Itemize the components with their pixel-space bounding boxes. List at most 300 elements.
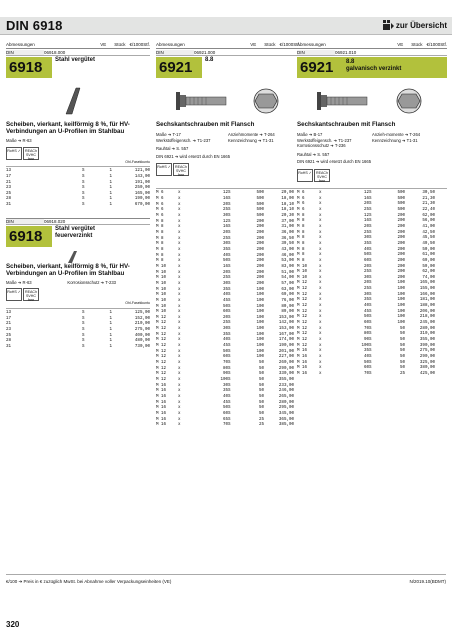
table-cell: x	[319, 270, 322, 275]
table-cell: S	[369, 275, 372, 280]
table-cell: 233,00	[278, 383, 294, 388]
table-cell: 425,00	[419, 371, 435, 376]
table-cell: 100	[256, 298, 264, 303]
table-cell: S	[228, 264, 231, 269]
table-cell: S	[228, 400, 231, 405]
table-cell: 500	[256, 197, 264, 202]
table-cell: 65	[222, 417, 228, 422]
table-cell: M 16	[297, 371, 308, 376]
table-cell: 35	[363, 298, 369, 303]
table-cell: 290,00	[419, 355, 435, 359]
table-cell: x	[319, 202, 322, 207]
din-ref-row: DIN 06918.000	[6, 50, 150, 56]
product-material: 8.8 galvanisch verzinkt	[343, 57, 447, 78]
table-cell: S	[82, 310, 85, 315]
reach-badge: REACh SVHC free	[173, 163, 189, 176]
overview-label: zur Übersicht	[395, 20, 447, 30]
table-cell: 30	[222, 383, 228, 388]
table-row	[6, 345, 150, 351]
table-cell: 20	[363, 224, 369, 229]
table-cell: 200	[256, 236, 264, 241]
table-cell: M 10	[297, 270, 308, 275]
table-cell: 13	[6, 169, 12, 174]
table-cell: 100	[361, 343, 369, 348]
table-cell: 500	[256, 191, 264, 196]
table-cell: M 12	[297, 332, 308, 337]
table-cell: 50	[258, 406, 264, 411]
table-cell: 25	[399, 371, 405, 376]
table-cell: M 12	[297, 298, 308, 303]
table-cell: 275,00	[419, 349, 435, 354]
info-links: Maße ➔ B-17 Anzieh-momente ➔ T-264 Werkstoffeigensch. ➔ T1-237 Kennzeichnung ➔ T1-31	[297, 132, 421, 143]
table-cell: M 8	[297, 230, 305, 235]
table-cell: M 8	[297, 236, 305, 241]
rohs-badge: RoHS ✓	[6, 147, 22, 160]
din-ref-row: DIN 06921.000	[156, 50, 300, 56]
table-cell: 25	[363, 270, 369, 275]
table-cell: S	[82, 322, 85, 327]
table-cell: M 10	[156, 287, 167, 292]
table-cell: M 12	[297, 326, 308, 331]
table-cell: 20,30	[281, 214, 294, 218]
table-cell: M 10	[156, 264, 167, 269]
product-title: Sechskantschrauben mit Flansch	[297, 121, 396, 128]
table-cell: 28	[6, 197, 12, 202]
middle-table	[156, 191, 300, 429]
table-cell: 30	[222, 214, 228, 218]
table-cell: x	[319, 321, 322, 326]
table-cell: 250,00	[134, 186, 150, 191]
table-cell: S	[228, 191, 231, 196]
table-cell: 80	[363, 332, 369, 337]
table-cell: x	[178, 338, 181, 343]
table-cell: M 12	[156, 366, 167, 371]
table-cell: 25	[258, 417, 264, 422]
reach-badge: REACh SVHC free	[314, 169, 330, 182]
table-cell: M 10	[156, 293, 167, 298]
table-cell: 90	[363, 338, 369, 343]
table-cell: S	[369, 213, 372, 218]
table-cell: S	[369, 321, 372, 326]
table-cell: x	[319, 292, 322, 297]
table-cell: 280,00	[419, 326, 435, 331]
table-cell: 100	[397, 292, 405, 297]
product-code-box-2	[6, 226, 150, 247]
table-cell: x	[178, 400, 181, 405]
info-link[interactable]: Korrosionsschutz ➔ T-236	[297, 143, 346, 149]
table-cell: S	[228, 236, 231, 241]
table-cell: 69,00	[422, 258, 435, 263]
table-cell: 74,00	[422, 275, 435, 280]
table-cell: 200	[256, 259, 264, 264]
table-cell: 100	[397, 321, 405, 326]
table-cell: M 12	[297, 304, 308, 309]
table-cell: 50	[399, 338, 405, 343]
table-cell: 60	[222, 355, 228, 360]
table-cell: M 12	[156, 344, 167, 349]
table-cell: 100	[397, 298, 405, 303]
table-cell: 17	[6, 174, 12, 179]
table-cell: 45,50	[422, 236, 435, 241]
table-cell: S	[228, 315, 231, 320]
table-cell: 70	[363, 371, 369, 376]
table-cell: S	[369, 224, 372, 229]
middle-column	[156, 42, 300, 429]
table-cell: 40	[363, 355, 369, 359]
table-cell: 345,00	[278, 411, 294, 416]
table-cell: 30,50	[422, 190, 435, 195]
table-cell: x	[178, 214, 181, 218]
table-cell: 200	[256, 276, 264, 281]
table-cell: x	[178, 310, 181, 315]
table-cell: x	[178, 355, 181, 360]
table-cell: S	[369, 315, 372, 320]
table-cell: 227,00	[278, 355, 294, 360]
table-cell: 50	[258, 366, 264, 371]
table-cell: 31	[6, 203, 12, 208]
table-cell: M 6	[297, 207, 305, 212]
table-cell: M 8	[156, 253, 164, 258]
table-cell: 50	[222, 304, 228, 309]
table-cell: M 6	[297, 202, 305, 207]
table-cell: 100	[397, 309, 405, 314]
table-cell: M 10	[297, 264, 308, 269]
table-cell: 200	[256, 264, 264, 269]
table-cell: S	[369, 338, 372, 343]
overview-link[interactable]	[383, 20, 447, 30]
table-cell: M 12	[297, 287, 308, 292]
rohs-badge: RoHS ✓	[297, 169, 313, 182]
table-cell: 30	[222, 242, 228, 247]
table-cell: x	[319, 326, 322, 331]
table-cell: 1	[109, 180, 112, 185]
table-cell: S	[82, 333, 85, 338]
table-cell: 30	[363, 292, 369, 297]
table-cell: 70	[222, 361, 228, 366]
table-cell: S	[228, 253, 231, 258]
left-table	[6, 169, 150, 209]
table-cell: M 8	[297, 253, 305, 258]
table-cell: M 12	[156, 332, 167, 337]
table-cell: x	[319, 264, 322, 269]
table-cell: 142,00	[278, 321, 294, 326]
table-cell: M 8	[156, 230, 164, 235]
table-cell: S	[228, 298, 231, 303]
table-cell: x	[178, 361, 181, 366]
table-cell: x	[178, 253, 181, 258]
table-cell: x	[319, 275, 322, 280]
table-cell: 480,00	[134, 339, 150, 344]
table-cell: 45	[222, 344, 228, 349]
table-cell: 355,00	[419, 338, 435, 343]
table-cell: x	[178, 276, 181, 281]
table-cell: 20	[222, 202, 228, 207]
table-cell: 166,00	[419, 292, 435, 297]
table-cell: S	[228, 219, 231, 224]
table-cell: M 8	[156, 259, 164, 264]
table-cell: 25	[258, 423, 264, 428]
table-cell: x	[178, 191, 181, 196]
table-cell: 500	[397, 202, 405, 207]
badges	[156, 163, 300, 176]
table-cell: 18,00	[281, 197, 294, 202]
info-link[interactable]: Rauhtal ➔ S. 557	[297, 151, 330, 157]
table-cell: S	[369, 281, 372, 286]
table-cell: x	[319, 309, 322, 314]
table-cell: x	[319, 247, 322, 252]
table-cell: 200	[256, 270, 264, 275]
table-cell: 1	[109, 186, 112, 191]
table-cell: 100	[256, 321, 264, 326]
table-cell: M 16	[297, 366, 308, 371]
table-cell: x	[178, 225, 181, 230]
table-cell: 53,00	[281, 259, 294, 264]
table-cell: M 16	[297, 355, 308, 359]
table-cell: S	[228, 344, 231, 349]
table-cell: M 12	[297, 281, 308, 286]
table-cell: 730,00	[134, 344, 150, 349]
table-cell: 35	[363, 349, 369, 354]
footer-divider	[6, 574, 446, 575]
table-cell: 60	[363, 321, 369, 326]
table-cell: 35	[222, 389, 228, 394]
table-cell: M 6	[156, 197, 164, 202]
table-cell: 1	[109, 339, 112, 344]
table-cell: M 12	[156, 321, 167, 326]
table-cell: x	[319, 224, 322, 229]
table-cell: 20	[222, 315, 228, 320]
column-header: Abmessungen VE Stück €/1000Stf.	[297, 42, 447, 47]
table-cell: 50	[258, 389, 264, 394]
table-cell: 200	[397, 264, 405, 269]
table-cell: x	[178, 219, 181, 224]
table-cell: M 12	[297, 292, 308, 297]
table-cell: x	[178, 349, 181, 354]
table-cell: x	[178, 287, 181, 292]
table-cell: M 8	[297, 241, 305, 246]
table-cell: S	[228, 225, 231, 230]
table-cell: S	[369, 190, 372, 195]
table-cell: 100	[397, 281, 405, 286]
table-cell: S	[369, 202, 372, 207]
table-cell: 90	[222, 372, 228, 377]
table-cell: 153,00	[278, 327, 294, 332]
product-image-2	[6, 247, 150, 263]
table-cell: 191,00	[134, 180, 150, 185]
table-cell: 60	[222, 310, 228, 315]
table-cell: 20	[363, 281, 369, 286]
table-cell: 20,00	[281, 191, 294, 196]
table-cell: 20	[222, 230, 228, 235]
table-cell: 50	[399, 360, 405, 365]
table-cell: x	[178, 304, 181, 309]
table-cell: x	[319, 287, 322, 292]
table-cell: M 12	[297, 338, 308, 343]
table-cell: S	[228, 423, 231, 428]
table-cell: 40	[363, 304, 369, 309]
table-cell: 35	[222, 287, 228, 292]
table-cell: x	[319, 196, 322, 201]
table-cell: M 16	[297, 349, 308, 354]
table-cell: x	[178, 344, 181, 349]
table-cell: S	[369, 247, 372, 252]
table-cell: S	[228, 338, 231, 343]
table-cell: x	[178, 423, 181, 428]
table-cell: M 12	[297, 343, 308, 348]
table-cell: M 8	[297, 258, 305, 263]
table-cell: 1	[109, 344, 112, 349]
table-cell: 280,00	[278, 400, 294, 405]
table-cell: M 12	[156, 338, 167, 343]
table-cell: 50	[399, 332, 405, 337]
table-cell: M 10	[156, 304, 167, 309]
flange-bolt-icon	[156, 78, 300, 121]
table-cell: 50	[399, 349, 405, 354]
table-cell: 22,40	[422, 207, 435, 212]
table-cell: S	[228, 361, 231, 366]
table-cell: S	[82, 327, 85, 332]
table-cell: 100	[256, 304, 264, 309]
table-cell: 200	[256, 281, 264, 286]
table-cell: 30	[363, 275, 369, 280]
table-cell: M 10	[297, 275, 308, 280]
table-cell: 188,00	[419, 304, 435, 309]
table-cell: 60	[363, 366, 369, 371]
replacement-note: DIN 6921 ➔ wird ersetzt durch EN 1665	[156, 153, 231, 159]
table-cell: 200	[397, 230, 405, 235]
table-cell: 35	[222, 247, 228, 252]
table-cell: 125,00	[134, 310, 150, 315]
table-cell: x	[178, 389, 181, 394]
table-cell: M 6	[156, 208, 164, 213]
column-header: Abmessungen VE Stück €/1000Stf.	[6, 42, 150, 47]
table-cell: 121,00	[134, 169, 150, 174]
table-cell: x	[319, 219, 322, 224]
table-cell: 275,00	[134, 327, 150, 332]
table-cell: 1	[109, 327, 112, 332]
table-cell: x	[178, 315, 181, 320]
table-cell: 50	[258, 395, 264, 399]
table-cell: x	[319, 281, 322, 286]
table-cell: 69,00	[281, 293, 294, 298]
table-cell: 40	[222, 338, 228, 343]
table-cell: M 12	[156, 349, 167, 354]
table-cell: S	[369, 355, 372, 359]
table-cell: x	[319, 253, 322, 258]
table-cell: 21,30	[422, 196, 435, 201]
table-cell: 25	[363, 230, 369, 235]
table-cell: S	[228, 214, 231, 218]
table-cell: S	[82, 169, 85, 174]
table-cell: M 16	[297, 360, 308, 365]
table-cell: 42,50	[422, 230, 435, 235]
badges	[6, 147, 150, 160]
table-cell: 100	[256, 355, 264, 360]
table-cell: x	[178, 293, 181, 298]
table-cell: S	[369, 241, 372, 246]
badges	[297, 169, 447, 182]
left-column	[6, 42, 150, 351]
norm-link[interactable]: Maße ➔ R-63	[6, 138, 32, 143]
product-code-2: 6918	[6, 226, 52, 247]
table-cell: x	[319, 213, 322, 218]
table-cell: S	[228, 202, 231, 207]
table-cell: 265,00	[278, 395, 294, 399]
table-cell: 100	[256, 338, 264, 343]
product-code-box	[156, 57, 300, 78]
table-cell: S	[228, 332, 231, 337]
table-cell: 200	[397, 224, 405, 229]
table-cell: S	[228, 197, 231, 202]
table-cell: 1	[109, 322, 112, 327]
table-cell: x	[178, 230, 181, 235]
table-cell: 50	[258, 372, 264, 377]
table-cell: M 8	[297, 247, 305, 252]
table-cell: 12	[363, 190, 369, 195]
table-cell: S	[228, 259, 231, 264]
product-material: Stahl vergütet	[55, 57, 96, 63]
table-cell: 200	[397, 247, 405, 252]
table-cell: 1	[109, 333, 112, 338]
table-cell: 245,00	[419, 321, 435, 326]
table-cell: x	[319, 343, 322, 348]
table-cell: 500	[256, 208, 264, 213]
table-cell: x	[319, 298, 322, 303]
table-cell: S	[82, 186, 85, 191]
table-cell: 200	[397, 236, 405, 241]
table-cell: 62,00	[422, 270, 435, 275]
table-cell: S	[369, 332, 372, 337]
page-title: DIN 6918	[6, 18, 63, 33]
table-cell: 152,00	[134, 316, 150, 321]
table-cell: x	[319, 332, 322, 337]
table-cell: 83,00	[281, 264, 294, 269]
product-code: 6921	[156, 57, 202, 78]
table-cell: x	[319, 190, 322, 195]
table-cell: 45	[363, 309, 369, 314]
table-cell: 100	[256, 344, 264, 349]
table-cell: 50	[258, 400, 264, 405]
table-cell: 500	[397, 207, 405, 212]
table-cell: 50	[399, 326, 405, 331]
table-cell: x	[319, 207, 322, 212]
table-cell: M 12	[156, 327, 167, 332]
table-cell: 390,00	[419, 343, 435, 348]
table-cell: 16	[222, 264, 228, 269]
table-cell: M 10	[156, 298, 167, 303]
table-cell: 16	[222, 225, 228, 230]
rohs-badge: RoHS ✓	[156, 163, 172, 176]
table-cell: x	[178, 236, 181, 241]
table-cell: 200	[397, 241, 405, 246]
table-cell: 40	[222, 395, 228, 399]
table-cell: M 6	[156, 202, 164, 207]
footnote-2: Ohl-Fasekkuntu	[125, 301, 150, 306]
table-cell: 100	[256, 293, 264, 298]
info-link[interactable]: Rauhtal ➔ S. 557	[156, 146, 189, 152]
table-cell: M 16	[156, 423, 167, 428]
table-cell: 50	[222, 259, 228, 264]
table-cell: S	[82, 339, 85, 344]
table-cell: x	[319, 241, 322, 246]
table-cell: 18,10	[281, 202, 294, 207]
table-cell: 16	[363, 219, 369, 224]
table-cell: S	[82, 197, 85, 202]
table-cell: M 6	[156, 191, 164, 196]
table-cell: x	[178, 197, 181, 202]
table-cell: 63,00	[281, 287, 294, 292]
table-cell: S	[369, 371, 372, 376]
